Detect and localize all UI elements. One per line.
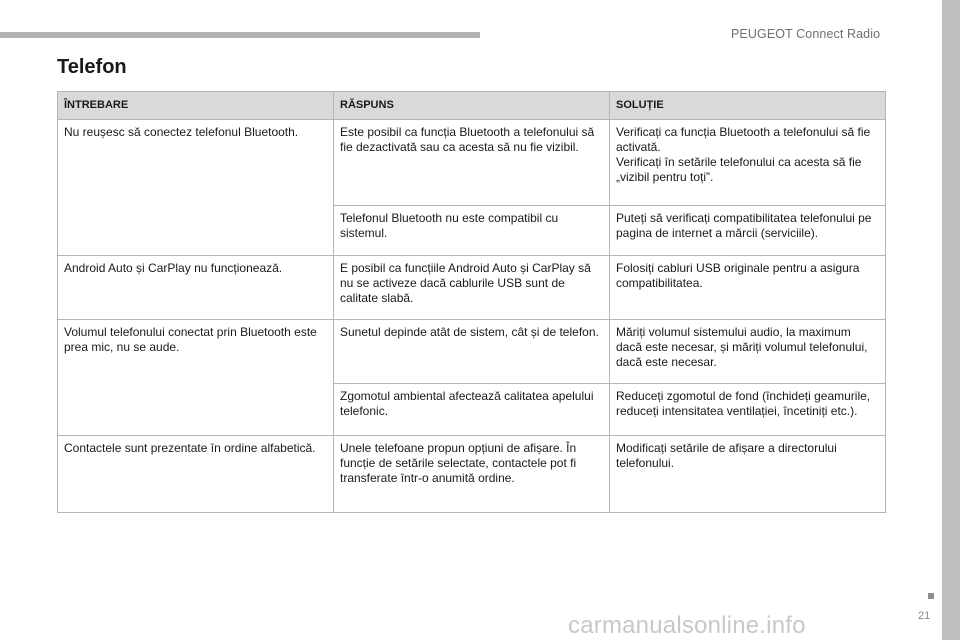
faq-table bbox=[57, 91, 886, 513]
answer-cell bbox=[334, 120, 610, 206]
solution-text: Folosiți cabluri USB originale pentru a asigura compatibilitatea. bbox=[616, 261, 860, 290]
solution-cell bbox=[610, 384, 886, 436]
answer-cell bbox=[334, 206, 610, 256]
side-strip bbox=[942, 0, 960, 640]
solution-cell bbox=[610, 436, 886, 513]
solution-text: Măriți volumul sistemului audio, la maximum dacă este necesar, și măriți volumul telefonului, dacă este necesar. bbox=[616, 325, 868, 369]
solution-cell bbox=[610, 120, 886, 206]
column-header-solution: SOLUȚIE bbox=[610, 92, 886, 120]
answer-cell bbox=[334, 256, 610, 320]
answer-text: Telefonul Bluetooth nu este compatibil cu sistemul. bbox=[340, 211, 559, 240]
solution-cell bbox=[610, 206, 886, 256]
answer-text: E posibil ca funcțiile Android Auto și CarPlay să nu se activeze dacă cablurile USB sunt de calitate slabă. bbox=[340, 261, 591, 305]
question-text: Volumul telefonului conectat prin Bluetooth este prea mic, nu se aude. bbox=[64, 325, 317, 354]
question-text: Android Auto și CarPlay nu funcționează. bbox=[64, 261, 283, 275]
answer-cell bbox=[334, 436, 610, 513]
solution-cell bbox=[610, 320, 886, 384]
question-text: Nu reușesc să conectez telefonul Bluetooth. bbox=[64, 125, 299, 139]
brand-label: PEUGEOT Connect Radio bbox=[731, 27, 881, 41]
table-row bbox=[58, 436, 886, 513]
answer-cell bbox=[334, 384, 610, 436]
column-header-question: ÎNTREBARE bbox=[58, 92, 334, 120]
header-bar bbox=[0, 32, 480, 38]
solution-text: Verificați ca funcția Bluetooth a telefonului să fie activată. bbox=[616, 125, 871, 154]
solution-text: Puteți să verificați compatibilitatea telefonului pe pagina de internet a mărcii (serviciile). bbox=[616, 211, 872, 240]
page-number: 21 bbox=[918, 610, 931, 622]
page-title: Telefon bbox=[57, 56, 127, 78]
column-header-answer: RĂSPUNS bbox=[334, 92, 610, 120]
side-marker-icon bbox=[928, 593, 934, 599]
question-cell bbox=[58, 320, 334, 436]
answer-text: Sunetul depinde atât de sistem, cât și de telefon. bbox=[340, 325, 599, 339]
answer-text: Este posibil ca funcția Bluetooth a telefonului să fie dezactivată sau ca acesta să nu fie vizibil. bbox=[340, 125, 595, 154]
solution-cell bbox=[610, 256, 886, 320]
table-header-row bbox=[58, 92, 886, 120]
table-row bbox=[58, 120, 886, 206]
solution-text: Verificați în setările telefonului ca acesta să fie „vizibil pentru toți”. bbox=[616, 155, 862, 184]
question-cell bbox=[58, 256, 334, 320]
solution-text: Modificați setările de afișare a directorului telefonului. bbox=[616, 441, 837, 470]
table-row bbox=[58, 256, 886, 320]
table-row bbox=[58, 320, 886, 384]
question-cell bbox=[58, 436, 334, 513]
watermark: carmanualsonline.info bbox=[568, 612, 806, 639]
answer-cell bbox=[334, 320, 610, 384]
solution-text: Reduceți zgomotul de fond (închideți geamurile, reduceți intensitatea ventilației, încetiniți etc.). bbox=[616, 389, 871, 418]
answer-text: Unele telefoane propun opțiuni de afișare. În funcție de setările selectate, contactele pot fi transferate într-o anumită ordine. bbox=[340, 441, 577, 485]
question-text: Contactele sunt prezentate în ordine alfabetică. bbox=[64, 441, 316, 455]
question-cell bbox=[58, 120, 334, 256]
answer-text: Zgomotul ambiental afectează calitatea apelului telefonic. bbox=[340, 389, 594, 418]
